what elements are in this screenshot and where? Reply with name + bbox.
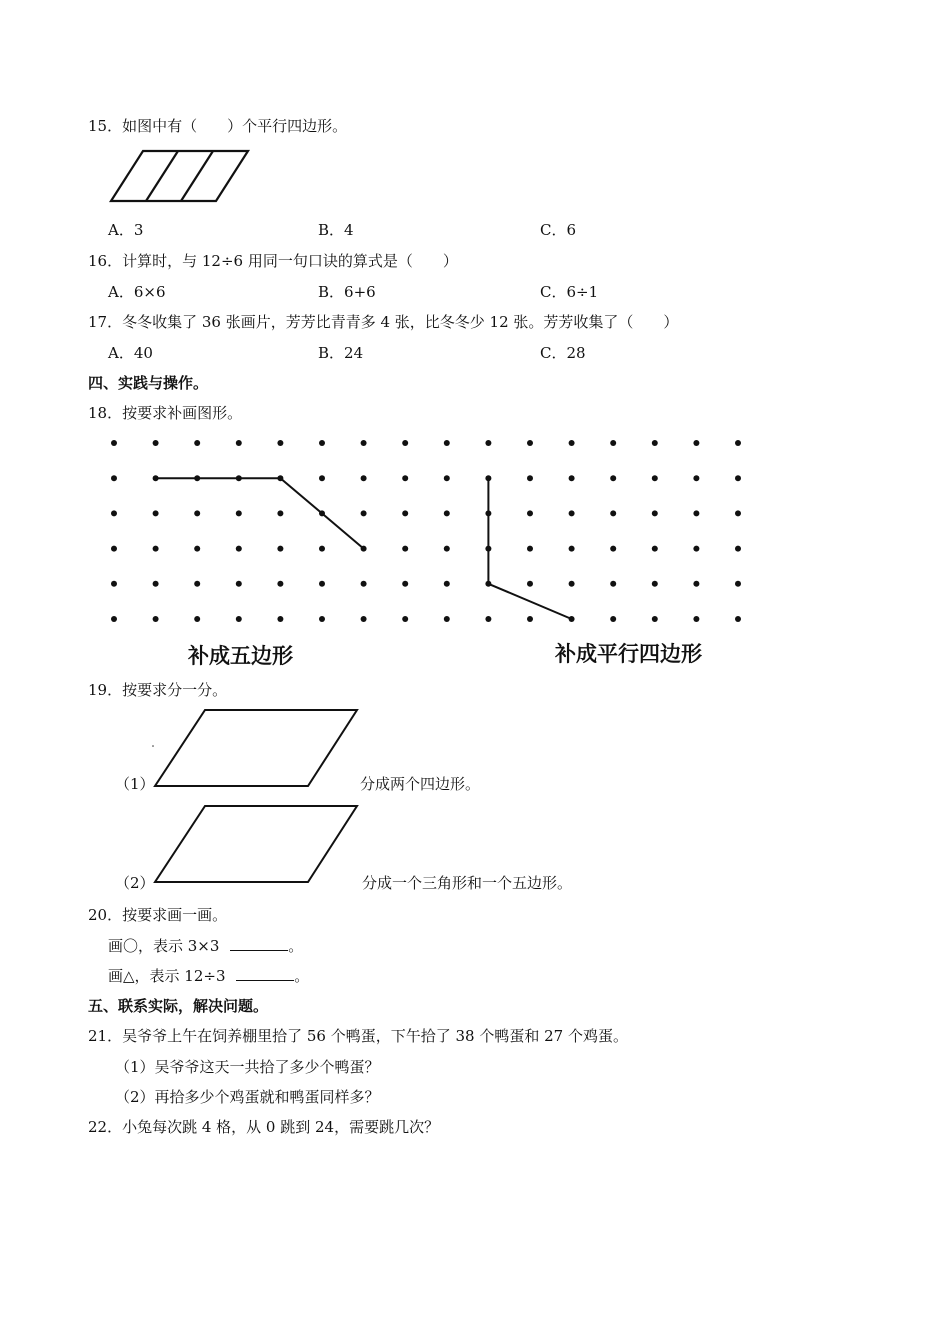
q20-answer-blank-1[interactable] — [230, 936, 288, 951]
grid-dot — [111, 616, 117, 622]
grid-dot — [153, 510, 159, 516]
grid-dot — [652, 616, 658, 622]
grid-dot — [236, 581, 242, 587]
grid-dot — [569, 440, 575, 446]
grid-dot — [610, 581, 616, 587]
grid-dot — [111, 546, 117, 552]
grid-dot — [444, 510, 450, 516]
q15-option-b: B．4 — [318, 221, 354, 239]
grid-dot — [361, 475, 367, 481]
grid-dot — [610, 475, 616, 481]
q18-caption-pentagon: 补成五边形 — [188, 644, 293, 668]
q19-stem: 19．按要求分一分。 — [88, 681, 228, 699]
q15-stem: 15．如图中有（ ）个平行四边形。 — [88, 117, 348, 135]
grid-dot — [527, 475, 533, 481]
grid-dot — [569, 581, 575, 587]
grid-dot — [735, 475, 741, 481]
q15-divider-1 — [146, 151, 178, 201]
grid-dot — [277, 616, 283, 622]
grid-dot — [693, 616, 699, 622]
grid-dot — [319, 475, 325, 481]
q15-parallelogram-figure — [108, 148, 253, 204]
grid-dot — [735, 616, 741, 622]
grid-dot — [361, 510, 367, 516]
grid-dot — [236, 616, 242, 622]
section-5-title: 五、联系实际，解决问题。 — [88, 997, 269, 1015]
q21-sub-1: （1）吴爷爷这天一共拾了多少个鸭蛋？ — [115, 1058, 380, 1076]
q18-pentagon-partial-lines — [156, 478, 364, 548]
q20-answer-blank-2[interactable] — [236, 966, 294, 981]
q19-part1-label: （1） — [115, 775, 155, 793]
grid-dot — [402, 475, 408, 481]
grid-dot — [361, 440, 367, 446]
grid-dot — [735, 510, 741, 516]
grid-dot — [569, 546, 575, 552]
grid-dot — [610, 440, 616, 446]
grid-dot — [402, 440, 408, 446]
q20-line-2 — [108, 966, 309, 986]
q20-stem: 20．按要求画一画。 — [88, 906, 228, 924]
grid-dot — [610, 510, 616, 516]
q19-part2-label: （2） — [115, 874, 155, 892]
grid-dot — [361, 616, 367, 622]
grid-dot — [153, 546, 159, 552]
grid-dot — [485, 440, 491, 446]
q22-stem: 22．小兔每次跳 4 格，从 0 跳到 24，需要跳几次？ — [88, 1118, 440, 1136]
grid-dot — [194, 510, 200, 516]
grid-dot — [569, 510, 575, 516]
grid-dot — [652, 546, 658, 552]
grid-dot — [361, 581, 367, 587]
grid-dot — [402, 546, 408, 552]
grid-dot — [277, 510, 283, 516]
grid-dot — [319, 581, 325, 587]
grid-dot — [277, 581, 283, 587]
q19-parallelogram-2 — [150, 803, 362, 885]
q17-stem: 17．冬冬收集了 36 张画片，芳芳比青青多 4 张，比冬冬少 12 张。芳芳收集了（ ） — [88, 313, 679, 331]
grid-dot — [194, 546, 200, 552]
grid-dot — [194, 581, 200, 587]
q15-option-a: A．3 — [108, 221, 144, 239]
q15-option-c: C．6 — [540, 221, 577, 239]
grid-dot — [527, 581, 533, 587]
grid-dot — [444, 475, 450, 481]
grid-dot — [402, 581, 408, 587]
grid-dot — [735, 440, 741, 446]
grid-dot — [111, 510, 117, 516]
grid-dot — [444, 616, 450, 622]
q20-line-1 — [108, 936, 303, 956]
grid-dot — [693, 440, 699, 446]
grid-dot — [652, 440, 658, 446]
q15-outer-parallelogram — [111, 151, 248, 201]
q21-sub-2: （2）再拾多少个鸡蛋就和鸭蛋同样多？ — [115, 1088, 380, 1106]
grid-dot — [569, 475, 575, 481]
grid-dot — [153, 581, 159, 587]
q21-stem: 21．吴爷爷上午在饲养棚里拾了 56 个鸭蛋，下午拾了 38 个鸭蛋和 27 个鸡蛋。 — [88, 1027, 628, 1045]
grid-dot — [319, 546, 325, 552]
grid-dot — [153, 440, 159, 446]
q20-line-1-end: 。 — [288, 937, 304, 955]
grid-dot — [527, 510, 533, 516]
grid-dot — [527, 440, 533, 446]
grid-dot — [111, 440, 117, 446]
q16-option-c: C．6÷1 — [540, 283, 599, 301]
q15-divider-2 — [181, 151, 213, 201]
grid-dot — [319, 440, 325, 446]
q18-stem: 18．按要求补画图形。 — [88, 404, 243, 422]
grid-dot — [153, 616, 159, 622]
grid-dot — [485, 616, 491, 622]
grid-dot — [693, 510, 699, 516]
grid-dot — [194, 440, 200, 446]
grid-dot — [236, 440, 242, 446]
q16-stem: 16．计算时，与 12÷6 用同一句口诀的算式是（ ） — [88, 252, 458, 270]
grid-dot — [652, 581, 658, 587]
q18-dot-grid — [100, 428, 765, 628]
q18-caption-parallelogram: 补成平行四边形 — [555, 642, 702, 666]
grid-dot — [111, 581, 117, 587]
grid-dot — [111, 475, 117, 481]
grid-dot — [693, 581, 699, 587]
grid-dot — [693, 546, 699, 552]
grid-dot — [444, 581, 450, 587]
grid-dot — [735, 581, 741, 587]
grid-dot — [610, 546, 616, 552]
q16-option-b: B．6+6 — [318, 283, 376, 301]
q20-line-1-text: 画〇，表示 3×3 — [108, 937, 220, 955]
grid-dot — [652, 475, 658, 481]
grid-dot — [194, 616, 200, 622]
grid-dot — [444, 546, 450, 552]
q19-part1-text: 分成两个四边形。 — [360, 775, 481, 793]
q17-option-a: A．40 — [108, 344, 153, 362]
q16-option-a: A．6×6 — [108, 283, 166, 301]
grid-dot — [610, 616, 616, 622]
q17-option-b: B．24 — [318, 344, 364, 362]
grid-dot — [527, 616, 533, 622]
grid-dot — [444, 440, 450, 446]
grid-dot — [402, 510, 408, 516]
grid-dot — [402, 616, 408, 622]
q17-option-c: C．28 — [540, 344, 586, 362]
grid-dot — [693, 475, 699, 481]
q19-parallelogram-1 — [150, 706, 362, 788]
grid-dot — [277, 546, 283, 552]
q19-part2-text: 分成一个三角形和一个五边形。 — [362, 874, 573, 892]
grid-dot — [277, 440, 283, 446]
q20-line-2-text: 画△，表示 12÷3 — [108, 967, 226, 985]
grid-dot — [735, 546, 741, 552]
grid-dot — [236, 546, 242, 552]
grid-dot — [319, 616, 325, 622]
grid-dot — [527, 546, 533, 552]
grid-dot — [236, 510, 242, 516]
q20-line-2-end: 。 — [294, 967, 310, 985]
grid-dot — [652, 510, 658, 516]
section-4-title: 四、实践与操作。 — [88, 374, 209, 392]
